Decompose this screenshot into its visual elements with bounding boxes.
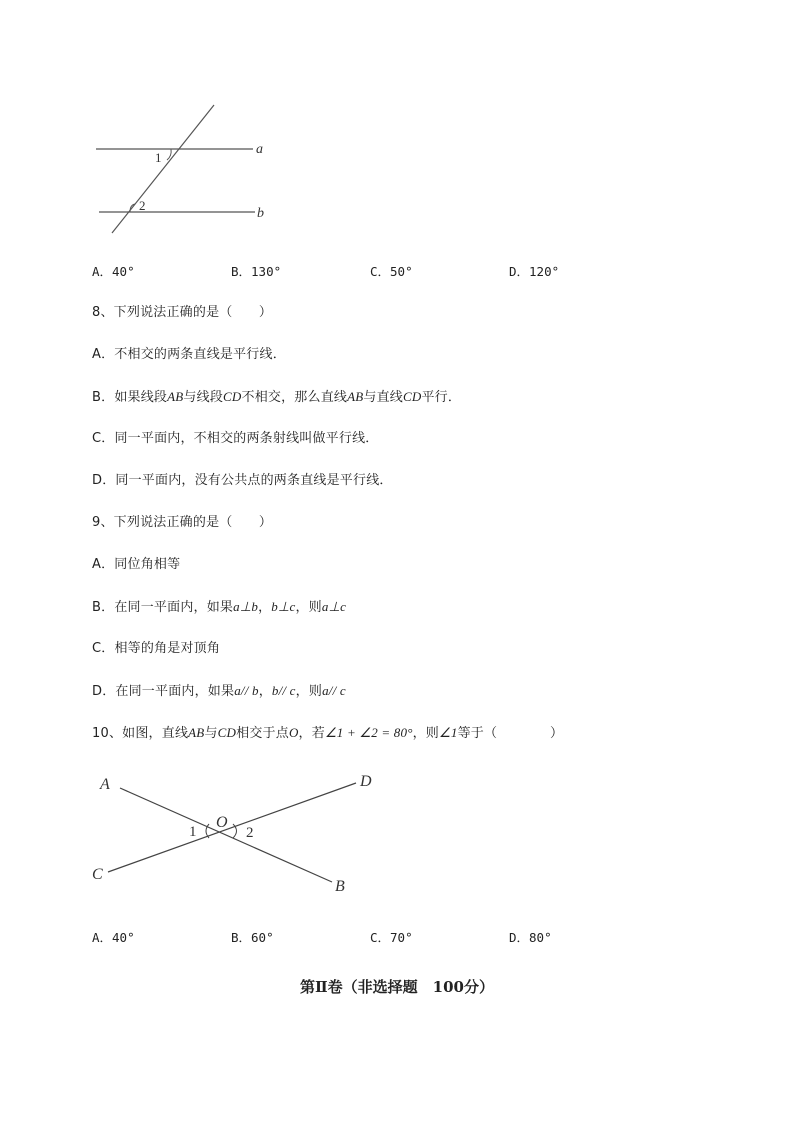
- q8-option-a[interactable]: A．不相交的两条直线是平行线．: [92, 347, 286, 362]
- q7-option-a[interactable]: A．40°: [92, 264, 135, 279]
- q8-b-text: 不相交，那么直线: [241, 390, 348, 405]
- line-cd: CD: [217, 725, 237, 740]
- q8-option-d[interactable]: D．同一平面内，没有公共点的两条直线是平行线．: [92, 473, 393, 488]
- angle-2-label: 2: [246, 825, 254, 841]
- math-expr: b⊥c: [271, 599, 296, 614]
- line-a-label: a: [256, 142, 263, 157]
- transversal-line: [112, 105, 214, 233]
- math-expr: a⊥b: [233, 599, 259, 614]
- q9-option-c[interactable]: C．相等的角是对顶角: [92, 641, 221, 656]
- q8-stem: 8、下列说法正确的是（ ）: [92, 305, 273, 320]
- line-b-label: b: [257, 206, 264, 221]
- math-expr: b// c: [271, 683, 296, 698]
- angle-1-arc: [167, 149, 171, 160]
- line-ab: AB: [188, 725, 205, 740]
- q8-option-b[interactable]: [92, 389, 461, 406]
- q10-option-a[interactable]: A．40°: [92, 930, 135, 945]
- point-o: O: [288, 725, 299, 740]
- q10-text: 10、如图，直线: [92, 726, 189, 741]
- q10-option-c[interactable]: C．70°: [370, 930, 413, 945]
- q10-text: ，则: [412, 726, 439, 741]
- line-ab: AB: [347, 389, 364, 404]
- q8-b-text: B．如果线段: [92, 390, 168, 405]
- q8-b-text: 与直线: [363, 390, 404, 405]
- q7-option-c[interactable]: C．50°: [370, 264, 413, 279]
- q9-stem: 9、下列说法正确的是（ ）: [92, 515, 273, 530]
- q9-option-d[interactable]: [92, 683, 346, 700]
- intersecting-lines-figure: [88, 764, 388, 904]
- angle-equation: ∠1 + ∠2 = 80°: [324, 725, 413, 740]
- q10-stem: [92, 725, 563, 742]
- segment-ab: AB: [167, 389, 184, 404]
- q9-b-text: ，则: [295, 600, 322, 615]
- q9-d-text: ，则: [295, 684, 323, 699]
- q9-option-a[interactable]: A．同位角相等: [92, 557, 181, 572]
- q9-b-text: B．在同一平面内，如果: [92, 600, 234, 615]
- point-o-label: O: [216, 814, 228, 831]
- q7-option-b[interactable]: B．130°: [231, 264, 282, 279]
- q10-option-d[interactable]: D．80°: [509, 930, 552, 945]
- q8-option-c[interactable]: C．同一平面内，不相交的两条射线叫做平行线．: [92, 431, 379, 446]
- angle-1-label: 1: [189, 824, 197, 840]
- q8-b-text: 与线段: [183, 390, 224, 405]
- point-c-label: C: [92, 866, 103, 883]
- q10-text: 相交于点: [236, 726, 289, 741]
- section-title: 第Ⅱ卷（非选择题 100分）: [300, 978, 494, 996]
- q8-b-text: 平行．: [421, 390, 462, 405]
- q10-text: 等于（ ）: [457, 726, 564, 741]
- q9-option-b[interactable]: [92, 599, 346, 616]
- angle-1-ref: ∠1: [439, 725, 458, 740]
- angle-2-label: 2: [139, 198, 146, 213]
- angle-1-label: 1: [155, 150, 162, 165]
- q7-option-d[interactable]: D．120°: [509, 264, 560, 279]
- line-cd: [108, 783, 356, 872]
- q10-option-b[interactable]: B．60°: [231, 930, 274, 945]
- math-expr: a// c: [322, 683, 346, 698]
- line-ab: [120, 788, 332, 882]
- q10-text: 与: [204, 726, 218, 741]
- point-a-label: A: [100, 776, 110, 793]
- point-b-label: B: [335, 878, 345, 895]
- q10-text: ，若: [298, 726, 325, 741]
- q9-d-text: D．在同一平面内，如果: [92, 684, 235, 699]
- line-cd: CD: [403, 389, 422, 404]
- q9-d-text: ，: [258, 684, 272, 699]
- point-d-label: D: [360, 773, 372, 790]
- math-expr: a⊥c: [321, 599, 347, 614]
- q9-b-text: ，: [258, 600, 272, 615]
- math-expr: a// b: [234, 683, 259, 698]
- segment-cd: CD: [223, 389, 242, 404]
- parallel-lines-figure: [90, 100, 290, 240]
